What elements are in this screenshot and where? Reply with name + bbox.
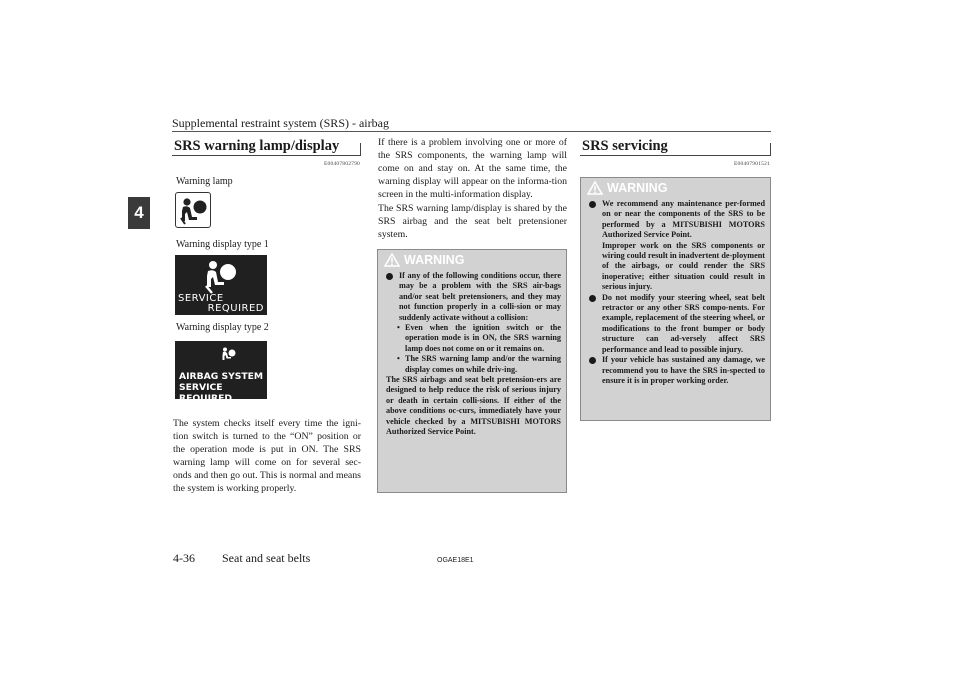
sub-bullet-dot-icon: • [397,354,400,364]
shared-lamp-paragraph: The SRS warning lamp/display is shared by the SRS airbag and the seat belt pretensioner system. [378,203,567,241]
display-type1-label: Warning display type 1 [176,239,269,250]
section-code: E00407802790 [323,161,360,167]
display-type1-line2: REQUIRED [207,303,264,314]
section-tick [360,143,361,155]
section-tick [770,143,771,155]
bullet-icon [386,273,393,280]
footer-doc-code: OGAE18E1 [437,557,474,564]
warning-triangle-icon [384,253,400,267]
warning-display-type1 [175,255,267,315]
warning-display-type2 [175,341,267,404]
warning-bullet [589,199,765,241]
airbag-small-icon [221,347,237,361]
warning-lamp-label: Warning lamp [176,176,233,187]
chapter-tab: 4 [128,197,150,229]
warning-heading [587,181,667,195]
page-header-title: Supplemental restraint system (SRS) - airbag [172,116,389,130]
section-code: E00407901521 [733,161,770,167]
display-type2-label: Warning display type 2 [176,322,269,333]
sub-bullet-text: Even when the ignition switch or the operation mode is in ON, the SRS warning lamp does not come on or it remains on. [405,323,561,353]
bullet-text: If any of the following conditions occur, there may be a problem with the SRS air-bags and/or seat belt pretensioners, and they may not function properly in a colli-sion or may suddenly activate without a collision: [399,271,561,322]
section-title-warning-lamp: SRS warning lamp/display [174,138,340,154]
bullet-text: We recommend any maintenance per-formed on or near the components of the SRS to be performed by a MITSUBISHI MOTORS Authorized Service Point. [602,199,765,240]
section-underline [580,155,771,156]
problem-paragraph: If there is a problem involving one or more of the SRS components, the warning lamp will come on and stay on. At the same time, the warning display will appear on the informa-tion screen in the multi-information display. [378,137,567,201]
bullet-icon [589,201,596,208]
display-type2-line1: AIRBAG SYSTEM [179,371,264,382]
warning-box-conditions [377,249,567,493]
self-check-paragraph: The system checks itself every time the igni-tion switch is turned to the “ON” position or the operation mode is put in ON. The SRS warning lamp will come on for several sec-onds and then go out. This is normal and means the system is working properly. [173,418,361,495]
page-number: 4-36 [173,551,195,565]
warning-title: WARNING [607,181,668,195]
warning-box-servicing [580,177,771,421]
sub-bullet [386,354,561,375]
section-underline [172,155,361,156]
sub-bullet [386,323,561,354]
bullet-text: Do not modify your steering wheel, seat belt retractor or any other SRS compo-nents. For example, replacement of the steering wheel, or modifications to the front bumper or body structure can ad-versely affect SRS performance and lead to possible injury. [602,292,765,354]
warning-heading [384,253,464,267]
bullet-continuation: Improper work on the SRS components or wiring could result in inadvertent de-ployment of the airbags, or could render the SRS inoperative; either situation could result in serious injury. [602,240,765,292]
section-title-servicing: SRS servicing [582,138,668,154]
warning-content [386,271,561,438]
bullet-icon [589,357,596,364]
warning-title: WARNING [404,253,465,267]
display-type1-line1: SERVICE [178,293,224,304]
bullet-icon [589,295,596,302]
header-divider [172,131,771,132]
footer-section-name: Seat and seat belts [222,551,311,565]
warning-content [589,199,765,386]
warning-bullet [589,355,765,386]
srs-warning-lamp-icon [175,192,211,228]
airbag-occupant-icon [203,260,243,294]
display-type2-line2: SERVICE REQUIRED [179,382,233,404]
warning-bullet [386,271,561,323]
sub-bullet-dot-icon: • [397,323,400,333]
bullet-text: If your vehicle has sustained any damage, we recommend you to have the SRS in-spected to ensure it is in proper working order. [602,355,765,385]
warning-closing-text: The SRS airbags and seat belt pretension-ers are designed to help reduce the risk of serious injury or death in certain colli-sions. If either of the above conditions oc-curs, immediately have your vehicle checked by a MITSUBISHI MOTORS Authorized Service Point. [386,375,561,437]
warning-bullet [589,293,765,355]
sub-bullet-text: The SRS warning lamp and/or the warning display comes on while driv-ing. [405,354,561,374]
warning-triangle-icon [587,181,603,195]
